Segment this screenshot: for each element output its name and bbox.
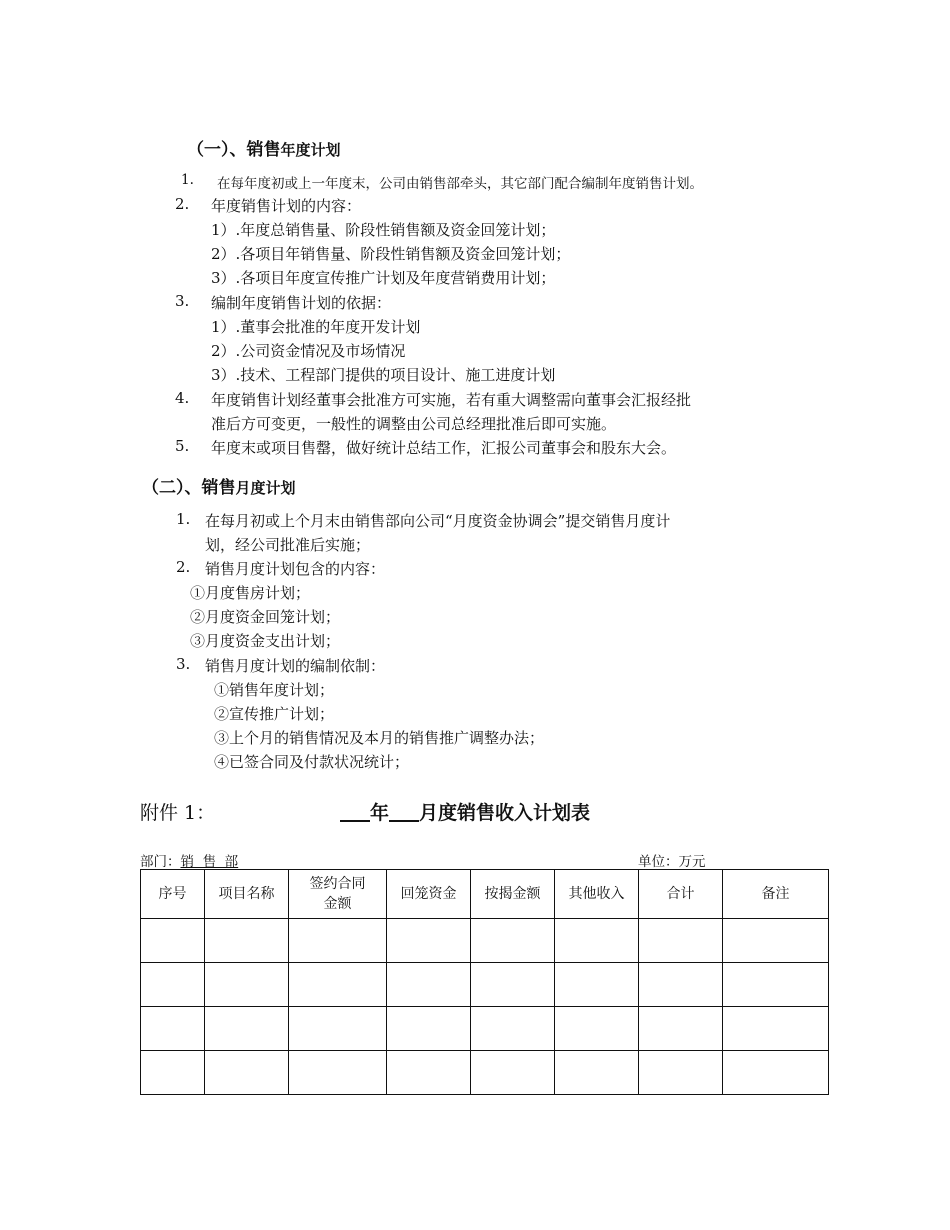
table-row — [141, 963, 829, 1007]
table-cell[interactable] — [471, 963, 555, 1007]
table-cell[interactable] — [205, 919, 289, 963]
dept-value: 销 售 部 — [180, 854, 239, 870]
col-header: 序号 — [141, 870, 205, 919]
s1-item-4-cont: 准后方可变更，一般性的调整由公司总经理批准后即可实施。 — [211, 415, 617, 433]
year-blank — [340, 802, 370, 822]
section2-heading-sub: 月度计划 — [235, 479, 296, 497]
s1-item-3-text: 编制年度销售计划的依据： — [211, 294, 392, 312]
table-cell[interactable] — [289, 1051, 387, 1095]
s1-item-2-num: 2. — [175, 195, 190, 213]
table-cell[interactable] — [141, 963, 205, 1007]
s1-item-2-text: 年度销售计划的内容： — [211, 197, 362, 215]
table-cell[interactable] — [387, 1051, 471, 1095]
table-cell[interactable] — [723, 1051, 829, 1095]
title-rest: 月度销售收入计划表 — [419, 802, 591, 824]
table-cell[interactable] — [471, 919, 555, 963]
col-header: 其他收入 — [555, 870, 639, 919]
table-cell[interactable] — [387, 1007, 471, 1051]
s2-basis-sub-3: ③上个月的销售情况及本月的销售推广调整办法； — [214, 729, 545, 747]
table-cell[interactable] — [555, 919, 639, 963]
s1-content-sub-3: 3）.各项目年度宣传推广计划及年度营销费用计划； — [211, 269, 556, 287]
department — [140, 850, 238, 870]
table-cell[interactable] — [205, 963, 289, 1007]
col-header: 签约合同 金额 — [289, 870, 387, 919]
table-cell[interactable] — [205, 1007, 289, 1051]
s1-basis-sub-1: 1）.董事会批准的年度开发计划 — [211, 318, 421, 336]
s1-item-3-num: 3. — [175, 292, 190, 310]
title-year: 年 — [370, 802, 390, 824]
col-header: 合计 — [639, 870, 723, 919]
section1-heading-sub: 年度计划 — [280, 141, 341, 159]
attachment-title — [340, 798, 590, 825]
table-cell[interactable] — [289, 963, 387, 1007]
table-cell[interactable] — [723, 1007, 829, 1051]
table-cell[interactable] — [723, 919, 829, 963]
table-cell[interactable] — [639, 1007, 723, 1051]
unit-label: 单位：万元 — [638, 854, 706, 870]
s2-content-sub-2: ②月度资金回笼计划； — [190, 608, 341, 626]
table-row — [141, 1051, 829, 1095]
section2-heading-main: （二）、销售 — [142, 478, 236, 498]
s2-item-3-num: 3. — [176, 655, 191, 673]
table-cell[interactable] — [387, 963, 471, 1007]
s2-item-1-cont: 划，经公司批准后实施； — [205, 536, 371, 554]
s2-basis-sub-2: ②宣传推广计划； — [214, 705, 335, 723]
s2-item-3-text: 销售月度计划的编制依制： — [205, 657, 386, 675]
s1-item-4-text: 年度销售计划经董事会批准方可实施，若有重大调整需向董事会汇报经批 — [211, 391, 692, 409]
s1-item-1 — [181, 172, 194, 188]
s1-basis-sub-3: 3）.技术、工程部门提供的项目设计、施工进度计划 — [211, 366, 556, 384]
table-row — [141, 1007, 829, 1051]
s2-basis-sub-1: ①销售年度计划； — [214, 681, 335, 699]
table-cell[interactable] — [141, 919, 205, 963]
s1-content-sub-2: 2）.各项目年销售量、阶段性销售额及资金回笼计划； — [211, 245, 571, 263]
s1-item-5-text: 年度末或项目售罄，做好统计总结工作，汇报公司董事会和股东大会。 — [211, 439, 677, 457]
s1-basis-sub-2: 2）.公司资金情况及市场情况 — [211, 342, 406, 360]
col-header: 回笼资金 — [387, 870, 471, 919]
s2-item-1-text: 在每月初或上个月末由销售部向公司“月度资金协调会”提交销售月度计 — [205, 512, 671, 530]
table-cell[interactable] — [471, 1051, 555, 1095]
section1-heading — [187, 135, 341, 160]
s2-item-1-num: 1. — [176, 510, 191, 528]
s2-content-sub-1: ①月度售房计划； — [190, 584, 311, 602]
s2-basis-sub-4: ④已签合同及付款状况统计； — [214, 753, 410, 771]
sales-plan-table — [140, 869, 829, 1095]
table-header-row — [141, 870, 829, 919]
table-cell[interactable] — [141, 1051, 205, 1095]
s1-content-sub-1: 1）.年度总销售量、阶段性销售额及资金回笼计划； — [211, 221, 556, 239]
section1-heading-main: （一）、销售 — [187, 140, 281, 160]
s2-item-2-text: 销售月度计划包含的内容： — [205, 560, 386, 578]
table-cell[interactable] — [289, 919, 387, 963]
col-header: 项目名称 — [205, 870, 289, 919]
s2-content-sub-3: ③月度资金支出计划； — [190, 632, 341, 650]
s2-item-2-num: 2. — [176, 558, 191, 576]
table-row — [141, 919, 829, 963]
col-header: 按揭金额 — [471, 870, 555, 919]
table-cell[interactable] — [639, 1051, 723, 1095]
table-cell[interactable] — [289, 1007, 387, 1051]
table-cell[interactable] — [555, 1007, 639, 1051]
table-cell[interactable] — [205, 1051, 289, 1095]
s1-item-1-text: 在每年度初或上一年度末，公司由销售部牵头，其它部门配合编制年度销售计划。 — [217, 176, 703, 192]
table-cell[interactable] — [141, 1007, 205, 1051]
table-cell[interactable] — [639, 919, 723, 963]
table-cell[interactable] — [639, 963, 723, 1007]
s1-item-5-num: 5. — [175, 437, 190, 455]
month-blank — [389, 802, 419, 822]
table-cell[interactable] — [555, 963, 639, 1007]
attachment-label: 附件 1： — [140, 802, 216, 824]
table-cell[interactable] — [471, 1007, 555, 1051]
table-cell[interactable] — [387, 919, 471, 963]
dept-label: 部门： — [140, 854, 181, 870]
item-number: 1. — [181, 172, 194, 188]
s1-item-4-num: 4. — [175, 389, 190, 407]
section2-heading — [142, 473, 296, 498]
table-cell[interactable] — [555, 1051, 639, 1095]
col-header: 备注 — [723, 870, 829, 919]
table-cell[interactable] — [723, 963, 829, 1007]
